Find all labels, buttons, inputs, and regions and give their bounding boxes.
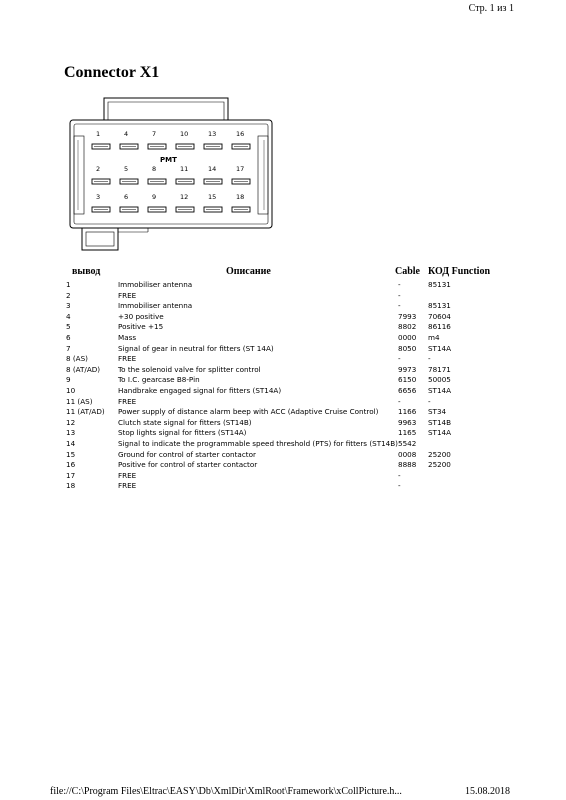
pin-label: 11 <box>180 165 189 173</box>
description-cell: FREE <box>118 481 137 491</box>
cable-cell: 8888 <box>398 460 417 470</box>
function-cell: ST14A <box>428 385 452 395</box>
table-row <box>66 386 506 397</box>
function-cell: - <box>428 396 431 406</box>
cable-cell: 1165 <box>398 428 417 438</box>
cable-cell: 6150 <box>398 375 417 385</box>
footer-path: file://C:\Program Files\Eltrac\EASY\Db\XmlDir\XmlRoot\Framework\xCollPicture.h... <box>50 786 402 797</box>
pin-label: 5 <box>124 165 129 173</box>
cable-cell: 6656 <box>398 385 417 395</box>
pin-label: 7 <box>152 130 157 138</box>
pin-cell: 2 <box>66 290 71 300</box>
pin-cell: 17 <box>66 470 76 480</box>
function-cell: 85131 <box>428 280 451 289</box>
description-cell: FREE <box>118 354 137 364</box>
cable-cell: 9963 <box>398 417 417 427</box>
description-cell: FREE <box>118 290 137 300</box>
description-cell: Immobiliser antenna <box>118 280 193 289</box>
pin-label: 1 <box>96 130 101 138</box>
pin-cell: 13 <box>66 428 76 438</box>
function-cell: 86116 <box>428 322 451 332</box>
function-cell <box>428 439 488 450</box>
cable-cell: - <box>398 354 401 364</box>
pin-label: 12 <box>180 193 189 201</box>
pin-row-2 <box>92 165 250 184</box>
description-cell: FREE <box>118 470 137 480</box>
table-body <box>66 280 506 492</box>
pin-label: 6 <box>124 193 129 201</box>
header-function: КОД Function <box>428 266 491 277</box>
description-cell: Stop lights signal for fitters (ST14A) <box>118 428 247 438</box>
function-cell: 78171 <box>428 364 451 374</box>
function-cell <box>428 471 488 482</box>
pin-label: 8 <box>152 165 157 173</box>
description-cell: Mass <box>118 332 137 342</box>
pin-cell: 5 <box>66 322 71 332</box>
pin-label: 16 <box>236 130 245 138</box>
connector-diagram <box>64 92 284 262</box>
pin-cell: 4 <box>66 311 71 321</box>
pin-cell: 10 <box>66 385 76 395</box>
cable-cell: 9973 <box>398 364 417 374</box>
pin-label: 4 <box>124 130 129 138</box>
table-header <box>66 266 506 280</box>
header-cable: Cable <box>395 266 420 277</box>
table-row <box>66 312 506 323</box>
function-cell: ST14A <box>428 343 452 353</box>
function-cell: 25200 <box>428 449 451 459</box>
pin-cell: 1 <box>66 280 71 289</box>
pin-label: 2 <box>96 165 101 173</box>
table-row <box>66 397 506 408</box>
function-cell: m4 <box>428 332 440 342</box>
function-cell: - <box>428 354 431 364</box>
cable-cell: 1166 <box>398 407 417 417</box>
pin-label: 14 <box>208 165 217 173</box>
table-row <box>66 291 506 302</box>
table-row <box>66 418 506 429</box>
description-cell: Signal of gear in neutral for fitters (ST 14A) <box>118 343 274 353</box>
description-cell: To I.C. gearcase B8-Pin <box>118 375 200 385</box>
connector-latch <box>82 228 118 250</box>
cable-cell: 0008 <box>398 449 417 459</box>
function-cell <box>428 291 488 302</box>
page-title: Connector X1 <box>64 64 160 81</box>
pin-cell: 11 (AT/AD) <box>66 407 105 417</box>
description-cell: Power supply of distance alarm beep with ACC (Adaptive Cruise Control) <box>118 407 379 417</box>
pin-label: 15 <box>208 193 217 201</box>
connector-label: PMT <box>160 156 177 164</box>
description-cell: +30 positive <box>118 311 164 321</box>
pin-cell: 9 <box>66 375 71 385</box>
description-cell: Positive +15 <box>118 322 164 332</box>
pin-label: 13 <box>208 130 217 138</box>
function-cell <box>428 481 488 492</box>
pin-cell: 15 <box>66 449 76 459</box>
function-cell: 50005 <box>428 375 451 385</box>
pin-label: 3 <box>96 193 101 201</box>
function-cell: 85131 <box>428 301 451 311</box>
description-cell: Immobiliser antenna <box>118 301 193 311</box>
pin-cell: 11 (AS) <box>66 396 93 406</box>
description-cell: Ground for control of starter contactor <box>118 449 256 459</box>
pin-cell: 8 (AS) <box>66 354 88 364</box>
footer-date: 15.08.2018 <box>465 786 510 797</box>
table-row <box>66 375 506 386</box>
pin-row-1 <box>92 130 250 149</box>
cable-cell: 8050 <box>398 343 417 353</box>
description-cell: Handbrake engaged signal for fitters (ST14A) <box>118 385 282 395</box>
cable-cell: - <box>398 396 401 406</box>
table-row <box>66 365 506 376</box>
page-counter: Стр. 1 из 1 <box>468 3 514 14</box>
table-row <box>66 354 506 365</box>
pin-label: 18 <box>236 193 245 201</box>
table-row <box>66 301 506 312</box>
pin-cell: 8 (AT/AD) <box>66 364 101 374</box>
cable-cell: 7993 <box>398 311 417 321</box>
table-row <box>66 481 506 492</box>
connector-top-tab <box>104 98 228 120</box>
pin-cell: 14 <box>66 438 76 448</box>
table-row <box>66 344 506 355</box>
table-row <box>66 450 506 461</box>
pin-cell: 6 <box>66 332 71 342</box>
pin-row-3 <box>92 193 250 212</box>
pin-cell: 18 <box>66 481 76 491</box>
table-row <box>66 460 506 471</box>
cable-cell: 5542 <box>398 438 417 448</box>
pin-label: 9 <box>152 193 157 201</box>
cable-cell: 8802 <box>398 322 417 332</box>
description-cell: Signal to indicate the programmable speed threshold (PTS) for fitters (ST14B) <box>118 438 398 448</box>
pin-label: 10 <box>180 130 189 138</box>
function-cell: ST14A <box>428 428 452 438</box>
cable-cell: - <box>398 290 401 300</box>
cable-cell: - <box>398 470 401 480</box>
cable-cell: - <box>398 481 401 491</box>
cable-cell: - <box>398 280 401 289</box>
description-cell: Clutch state signal for fitters (ST14B) <box>118 417 252 427</box>
description-cell: Positive for control of starter contactor <box>118 460 258 470</box>
cable-cell: - <box>398 301 401 311</box>
pin-label: 17 <box>236 165 245 173</box>
pin-cell: 16 <box>66 460 76 470</box>
function-cell: ST14B <box>428 417 452 427</box>
function-cell: 70604 <box>428 311 451 321</box>
pin-table <box>66 266 506 492</box>
pin-cell: 3 <box>66 301 71 311</box>
header-pin: вывод <box>72 266 101 277</box>
table-row <box>66 439 506 450</box>
pin-cell: 12 <box>66 417 76 427</box>
header-description: Описание <box>226 266 271 277</box>
table-row <box>66 322 506 333</box>
function-cell: ST34 <box>428 407 447 417</box>
cable-cell: 0000 <box>398 332 417 342</box>
description-cell: FREE <box>118 396 137 406</box>
table-row <box>66 280 506 291</box>
function-cell: 25200 <box>428 460 451 470</box>
table-row <box>66 407 506 418</box>
table-row <box>66 428 506 439</box>
pin-cell: 7 <box>66 343 71 353</box>
table-row <box>66 333 506 344</box>
table-row <box>66 471 506 482</box>
description-cell: To the solenoid valve for splitter control <box>118 364 261 374</box>
